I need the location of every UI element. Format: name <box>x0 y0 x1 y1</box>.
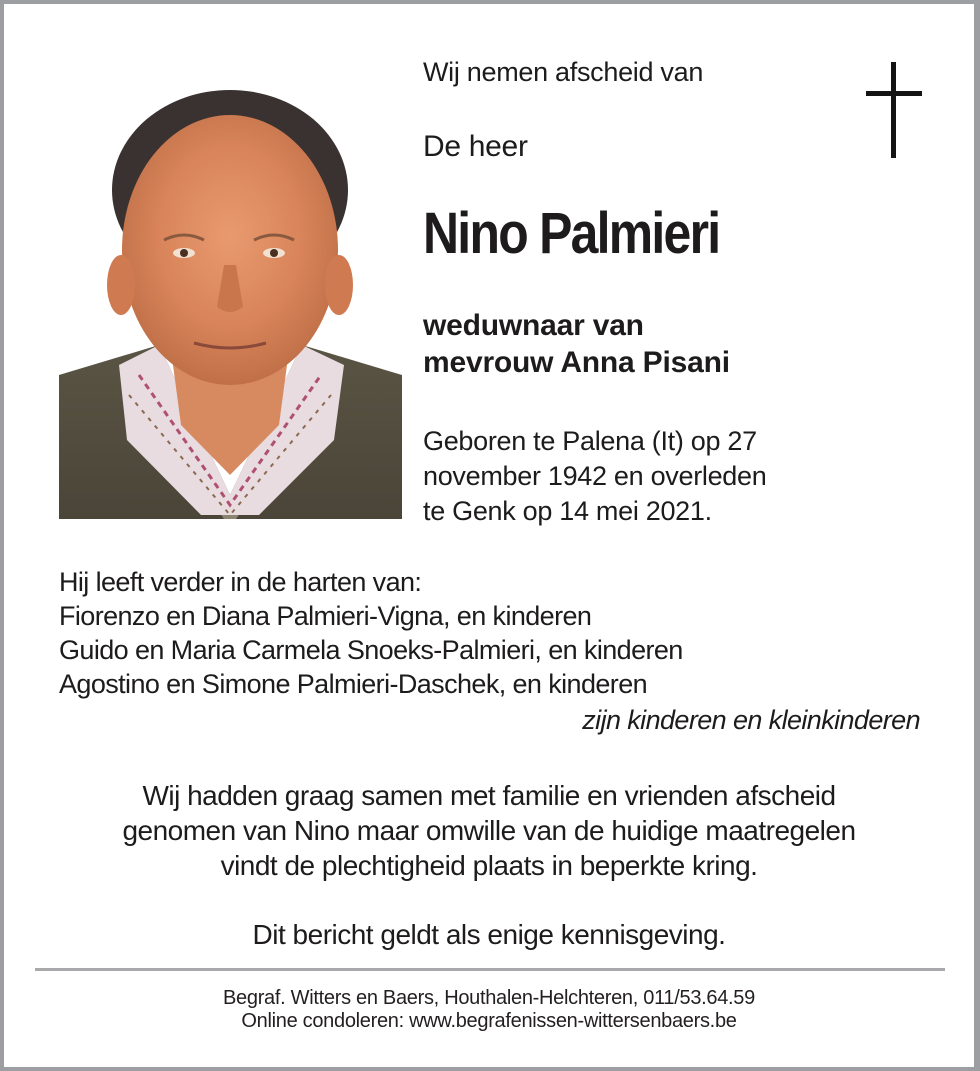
official-notice: Dit bericht geldt als enige kennisgeving. <box>252 919 726 950</box>
condolence-link[interactable]: Online condoleren: www.begrafenissen-wittersenbaers.be <box>241 1010 737 1032</box>
birth-death-line-2: november 1942 en overleden <box>423 461 767 491</box>
survivor-family: Guido en Maria Carmela Snoeks-Palmieri, en kinderen <box>59 635 683 665</box>
survivors-signature: zijn kinderen en kleinkinderen <box>582 705 920 735</box>
obituary-card <box>4 4 974 1067</box>
message-line: genomen van Nino maar omwille van de huidige maatregelen <box>122 815 856 846</box>
cross-vertical-bar <box>891 62 896 158</box>
portrait-photo <box>59 75 402 519</box>
deceased-name: Nino Palmieri <box>423 201 720 266</box>
survivors-heading: Hij leeft verder in de harten van: <box>59 567 422 597</box>
ceremony-message <box>4 778 974 883</box>
portrait-image <box>59 75 402 519</box>
footer <box>4 987 974 1033</box>
cross-icon <box>866 62 922 158</box>
honorific: De heer <box>423 130 528 163</box>
survivor-family: Agostino en Simone Palmieri-Daschek, en kinderen <box>59 669 648 699</box>
intro-text: Wij nemen afscheid van <box>423 57 704 87</box>
footer-divider <box>35 968 945 971</box>
message-line: vindt de plechtigheid plaats in beperkte kring. <box>220 850 758 881</box>
spouse-info <box>423 307 730 381</box>
spouse-line-2: mevrouw Anna Pisani <box>423 346 730 379</box>
message-line: Wij hadden graag samen met familie en vrienden afscheid <box>142 780 836 811</box>
survivor-family: Fiorenzo en Diana Palmieri-Vigna, en kinderen <box>59 601 592 631</box>
spouse-line-1: weduwnaar van <box>423 309 644 342</box>
undertaker-info: Begraf. Witters en Baers, Houthalen-Helchteren, 011/53.64.59 <box>223 987 755 1009</box>
survivors-list <box>59 565 683 701</box>
birth-death-info <box>423 424 766 529</box>
birth-death-line-1: Geboren te Palena (It) op 27 <box>423 426 757 456</box>
birth-death-line-3: te Genk op 14 mei 2021. <box>423 496 712 526</box>
cross-horizontal-bar <box>866 91 922 96</box>
